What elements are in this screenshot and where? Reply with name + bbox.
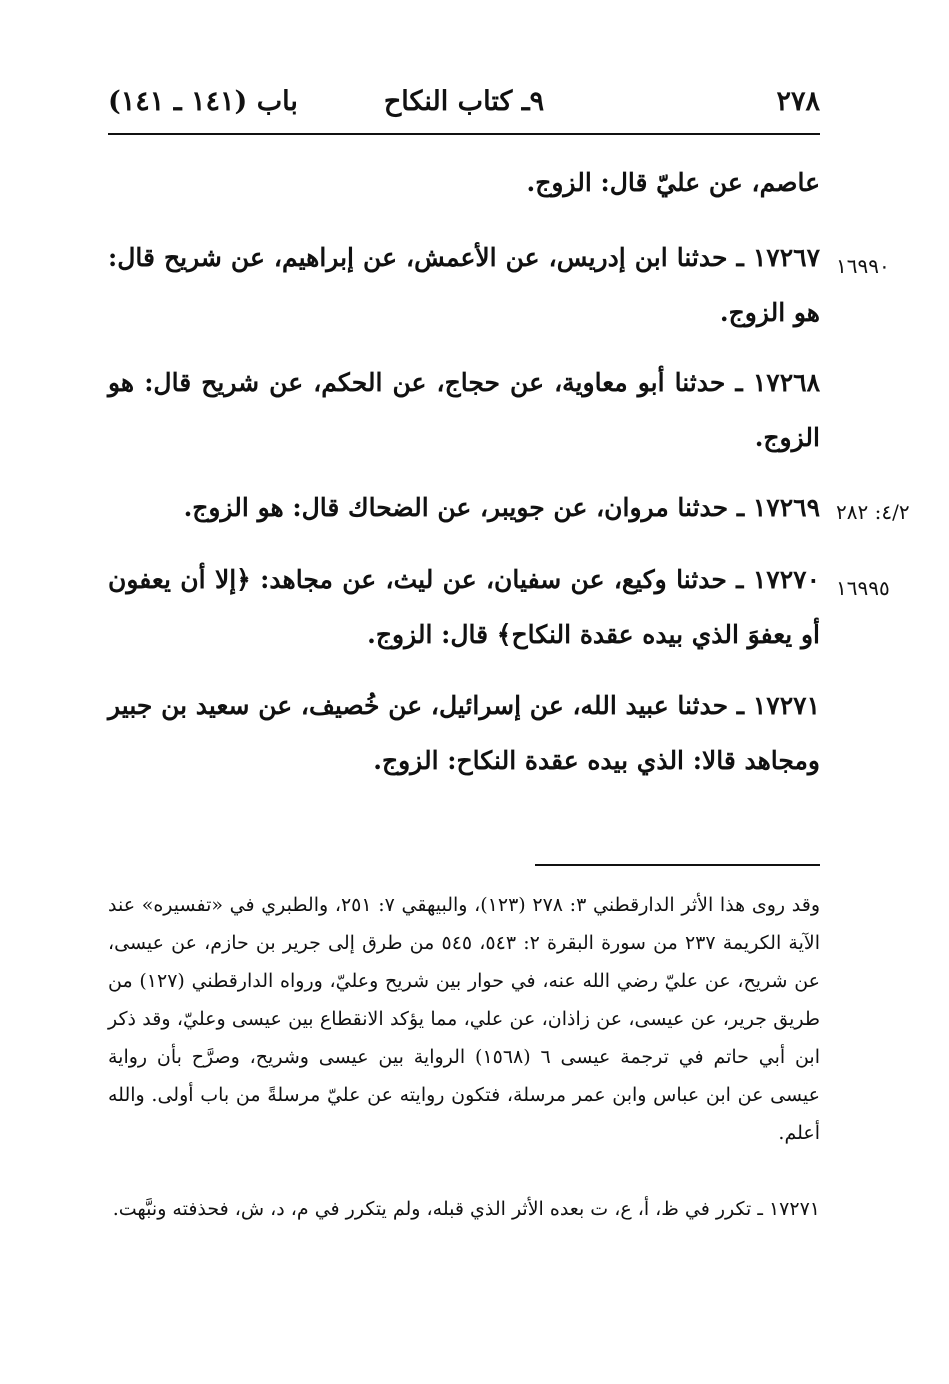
footnote-1: وقد روى هذا الأثر الدارقطني ٣: ٢٧٨ (١٢٣)، والبيهقي ٧: ٢٥١، والطبري في «تفسيره» عند الآية الكريمة ٢٣٧ من سورة البقرة ٢: ٥٤٣، ٥٤٥ من طرق إلى جرير بن حازم، عن عيسى، عن شريح، عن عليّ رضي الله عنه، في حوار بين شريح وعليّ، ورواه الدارقطني (١٢٧) من طريق جرير، عن عيسى، عن زاذان، عن علي، مما يؤكد الانقطاع بين عيسى وعليّ، وقد ذكر ابن أبي حاتم في ترجمة عيسى ٦ (١٥٦٨) الرواية بين عيسى وشريح، وصرَّح بأن رواية عيسى عن ابن عباس وابن عمر مرسلة، فتكون روايته عن عليّ مرسلةً من باب أولى. والله أعلم. xyxy=(108,894,821,1144)
hadith-number: ١٧٢٦٧ xyxy=(752,243,820,272)
margin-reference: ١٦٩٩٠ xyxy=(836,254,890,278)
hadith-17268 xyxy=(108,355,820,465)
hadith-number: ١٧٢٦٨ xyxy=(752,368,820,397)
hadith-17270 xyxy=(108,552,820,662)
hadith-text: ـ حدثنا عبيد الله، عن إسرائيل، عن خُصيف، عن سعيد بن جبير ومجاهد قالا: الذي بيده عقدة النكاح: الزوج. xyxy=(108,691,820,775)
hadith-number: ١٧٢٧١ xyxy=(752,691,820,720)
hadith-17269 xyxy=(108,480,820,535)
hadith-text: ـ حدثنا مروان، عن جويبر، عن الضحاك قال: هو الزوج. xyxy=(183,493,753,522)
margin-reference: ٤/٢: ٢٨٢ xyxy=(836,500,910,524)
hadith-text: ـ حدثنا وكيع، عن سفيان، عن ليث، عن مجاهد: ﴿إلا أن يعفون أو يعفوَ الذي بيده عقدة النكاح﴾ قال: الزوج. xyxy=(108,565,820,649)
header-rule xyxy=(108,133,820,135)
margin-reference: ١٦٩٩٥ xyxy=(836,576,890,600)
hadith-17271 xyxy=(108,678,820,788)
chapter-range: باب (١٤١ ـ ١٤١) xyxy=(108,86,298,117)
hadith-number: ١٧٢٦٩ xyxy=(752,493,820,522)
hadith-number: ١٧٢٧٠ xyxy=(752,565,820,594)
hadith-17267 xyxy=(108,230,820,340)
paragraph-continuation xyxy=(108,155,820,210)
footnote-rule xyxy=(535,864,820,866)
footnote-2: ١٧٢٧١ ـ تكرر في ظ، أ، ع، ت بعده الأثر الذي قبله، ولم يتكرر في م، د، ش، فحذفته ونبَّهت. xyxy=(112,1198,820,1220)
hadith-text: ـ حدثنا أبو معاوية، عن حجاج، عن الحكم، عن شريح قال: هو الزوج. xyxy=(108,368,820,452)
page-header xyxy=(108,86,820,126)
book-title: ٩ـ كتاب النكاح xyxy=(383,86,545,117)
hadith-text: ـ حدثنا ابن إدريس، عن الأعمش، عن إبراهيم، عن شريح قال: هو الزوج. xyxy=(108,243,820,327)
paragraph-text: عاصم، عن عليّ قال: الزوج. xyxy=(526,168,820,197)
page-number: ٢٧٨ xyxy=(776,86,820,117)
